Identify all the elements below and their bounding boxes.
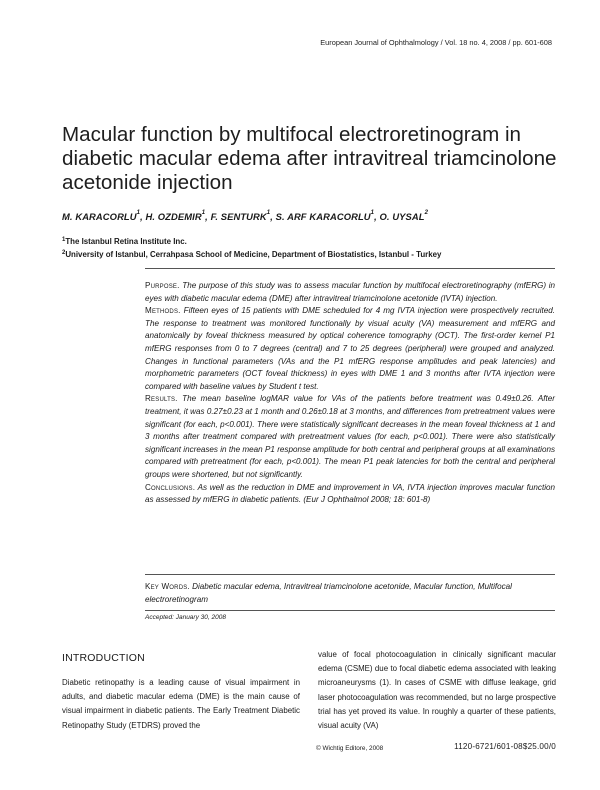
accepted-rule (145, 610, 555, 611)
section-heading-introduction: INTRODUCTION (62, 652, 145, 664)
affiliation-text: University of Istanbul, Cerrahpasa School of Medicine, Department of Biostatistics, Istanbul - Turkey (65, 250, 442, 259)
abstract-label: Purpose. (145, 281, 180, 290)
body-column-left (62, 676, 300, 733)
footer-code: 1120-6721/601-08$25.00/0 (454, 742, 556, 751)
abstract-top-rule (145, 268, 555, 269)
keywords-label: Key Words. (145, 582, 190, 591)
abstract-text: The mean baseline logMAR value for VAs of the patients before treatment was 0.49±0.26. After treatment, it was 0.27±0.23 at 1 month and 0.26±0.18 at 3 months, and differences from pretreatment values were significant (for each, p<0.001). There were statistically significant decreases in the mean foveal thickness at 1 and 3 months after treatment compared with pretreatment values (for each, p<0.001). There were also statistically significant increases in the mean P1 response amplitude for both central and peripheral groups at all examinations compared with pretreatment (for each, p<0.001). The mean P1 peak latencies for both the central and peripheral groups were shortened, but not significantly. (145, 394, 555, 479)
abstract-label: Methods. (145, 306, 181, 316)
author-affiliation-marker: 1 (266, 210, 271, 216)
author-name: F. SENTURK (210, 211, 267, 222)
abstract-label: Conclusions. (145, 482, 196, 492)
keywords (145, 581, 555, 606)
body-paragraph: Diabetic retinopathy is a leading cause of visual impairment in adults, and diabetic macular edema (DME) is the main cause of visual impairment in diabetic patients. The Early Treatment Diabetic Retinopathy Study (ETDRS) proved the (62, 678, 300, 730)
abstract-conclusions (145, 482, 555, 507)
abstract-label: Results. (145, 394, 178, 404)
affiliation-text: The Istanbul Retina Institute Inc. (65, 237, 187, 246)
footer-copyright: © Wichtig Editore, 2008 (316, 745, 384, 752)
author-name: M. KARACORLU (62, 211, 137, 222)
affiliation-list (62, 235, 441, 261)
author-affiliation-marker: 1 (136, 210, 141, 216)
affiliation (62, 248, 441, 261)
author-affiliation-marker: 1 (201, 210, 206, 216)
abstract-text: As well as the reduction in DME and improvement in VA, IVTA injection improves macular function as assessed by mfERG in diabetic patients. (Eur J Ophthalmol 2008; 18: 601-8) (145, 482, 555, 505)
author-name: H. OZDEMIR (145, 211, 202, 222)
keywords-text: Diabetic macular edema, Intravitreal triamcinolone acetonide, Macular function, Multifocal electroretinogram (145, 582, 512, 604)
accepted-date: Accepted: January 30, 2008 (145, 614, 226, 621)
abstract-purpose (145, 280, 555, 305)
body-column-right (318, 648, 556, 733)
abstract-methods (145, 305, 555, 393)
author-list: M. KARACORLU$^1$, H. OZDEMIR$^1$, F. SENTURK$^1$, S. ARF KARACORLU$^1$, O. UYSAL$^2$ (62, 210, 429, 222)
author-affiliation-marker: 1 (370, 210, 375, 216)
author-affiliation-marker: 2 (424, 210, 429, 216)
author-name: S. ARF KARACORLU (275, 211, 371, 222)
body-paragraph: value of focal photocoagulation in clinically significant macular edema (CSME) due to focal diabetic edema associated with leaking microaneurysms (1). In cases of CSME with diffuse leakage, grid laser photocoagulation was recommended, but no large prospective trial has yet proved its value. In roughly a quarter of these patients, visual acuity (VA) (318, 650, 556, 731)
abstract-results (145, 393, 555, 481)
abstract (145, 280, 555, 507)
affiliation-marker: 1 (62, 237, 66, 243)
article-title: Macular function by multifocal electroretinogram in diabetic macular edema after intravitreal triamcinolone acetonide injection (62, 123, 557, 194)
abstract-text: The purpose of this study was to assess macular function by multifocal electroretinography (mfERG) in eyes with diabetic macular edema (DME) after intravitreal triamcinolone acetonide (IVTA) injection. (145, 281, 555, 303)
keywords-rule (145, 574, 555, 575)
author-name: O. UYSAL (379, 211, 425, 222)
abstract-text: Fifteen eyes of 15 patients with DME scheduled for 4 mg IVTA injection were prospectively recruited. The response to treatment was monitored functionally by visual acuity (VA) measurement and mfERG and anatomically by foveal thickness measured by optical coherence tomography (OCT). The first-order kernel P1 mfERG responses from 0 to 7 degrees (central) and 7 to 25 degrees (peripheral) were grouped and analyzed. Changes in functional parameters (VAs and the P1 mfERG response amplitudes and peak latencies) and morphometric parameters (OCT foveal thickness) in eyes with DME 1 and 3 months after IVTA injection were compared with baseline values by Student t test. (145, 306, 555, 391)
journal-header: European Journal of Ophthalmology / Vol. 18 no. 4, 2008 / pp. 601-608 (320, 38, 552, 47)
affiliation-marker: 2 (62, 250, 66, 256)
affiliation (62, 235, 441, 248)
